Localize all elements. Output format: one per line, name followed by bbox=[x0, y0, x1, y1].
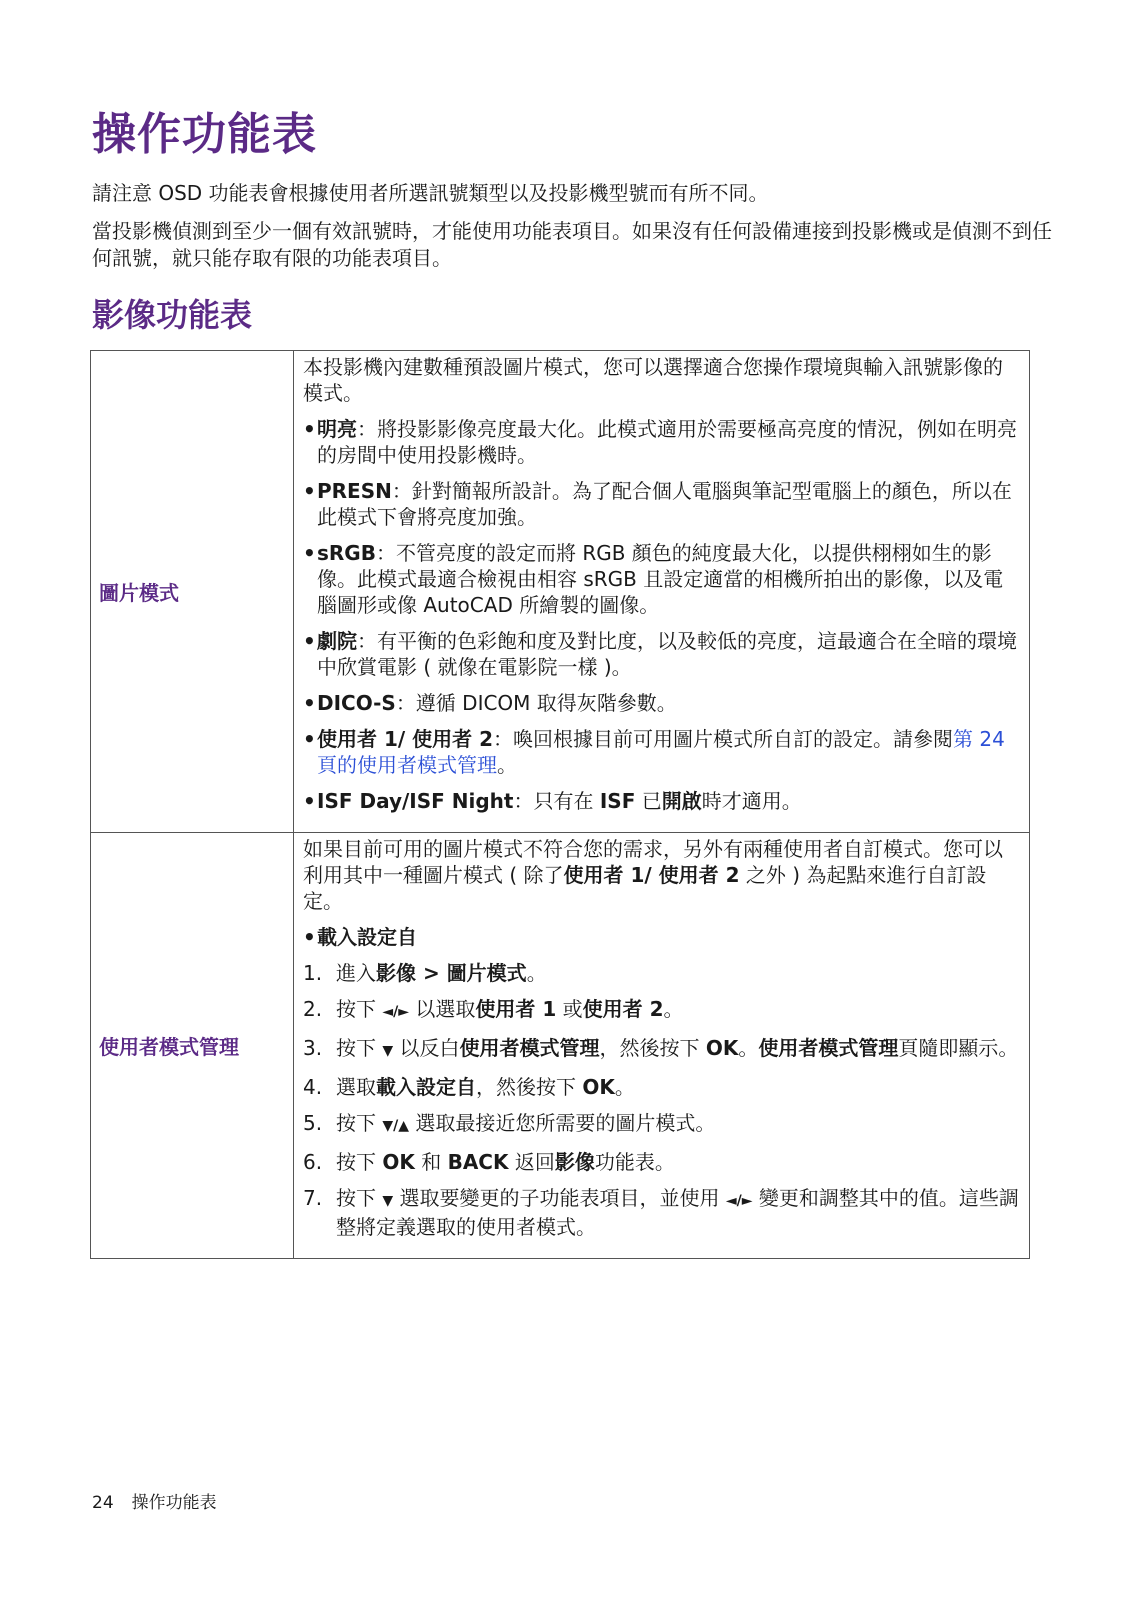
picture-mode-label-cell bbox=[91, 351, 294, 833]
page-footer bbox=[92, 1488, 217, 1513]
picture-menu-table bbox=[90, 350, 1030, 1259]
list-item: • 劇院：有平衡的色彩飽和度及對比度，以及較低的亮度，這最適合在全暗的環境中欣賞電影 ( 就像在電影院一樣 )。 bbox=[303, 628, 1019, 680]
list-item: • DICO-S：遵循 DICOM 取得灰階參數。 bbox=[303, 690, 1019, 716]
mode-name: sRGB bbox=[317, 541, 376, 565]
section-title: 影像功能表 bbox=[92, 296, 253, 334]
user-mode-label-cell bbox=[91, 833, 294, 1259]
user-mode-intro: 如果目前可用的圖片模式不符合您的需求，另外有兩種使用者自訂模式。您可以利用其中一種圖片模式 ( 除了使用者 1/ 使用者 2 之外 ) 為起點來進行自訂設定。 bbox=[303, 837, 1003, 913]
list-item: • sRGB：不管亮度的設定而將 RGB 顏色的純度最大化，以提供栩栩如生的影像。此模式最適合檢視由相容 sRGB 且設定適當的相機所拍出的影像，以及電腦圖形或像 AutoCAD 所繪製的圖像。 bbox=[303, 540, 1019, 618]
step-item: 3. 按下 ▼ 以反白使用者模式管理，然後按下 OK。使用者模式管理頁隨即顯示。 bbox=[303, 1036, 1019, 1060]
list-item: • PRESN：針對簡報所設計。為了配合個人電腦與筆記型電腦上的顏色，所以在此模式下會將亮度加強。 bbox=[303, 478, 1019, 530]
down-arrow-icon: ▼ bbox=[382, 1043, 394, 1059]
table-row bbox=[91, 833, 1030, 1259]
step-item: 5. 按下 ▼/▲ 選取最接近您所需要的圖片模式。 bbox=[303, 1111, 716, 1135]
list-item: • 使用者 1/ 使用者 2：喚回根據目前可用圖片模式所自訂的設定。請參閱第 24 頁的使用者模式管理。 bbox=[303, 726, 1019, 778]
step-item: 2. 按下 ◄/► 以選取使用者 1 或使用者 2。 bbox=[303, 997, 684, 1021]
mode-name: DICO-S bbox=[317, 691, 396, 715]
picture-mode-label: 圖片模式 bbox=[99, 581, 179, 605]
table-row bbox=[91, 351, 1030, 833]
user-mode-page-link[interactable]: 第 24 頁的使用者模式管理 bbox=[317, 727, 1005, 777]
page-title: 操作功能表 bbox=[92, 109, 317, 160]
picture-mode-content bbox=[294, 351, 1030, 833]
load-settings-heading: • 載入設定自 bbox=[303, 924, 1019, 950]
step-item: 7. 按下 ▼ 選取要變更的子功能表項目，並使用 ◄/► 變更和調整其中的值。這些調整將定義選取的使用者模式。 bbox=[303, 1186, 1019, 1239]
intro-text bbox=[92, 180, 1052, 283]
left-right-arrow-icon: ◄/► bbox=[382, 1004, 410, 1020]
step-item: 4. 選取載入設定自，然後按下 OK。 bbox=[303, 1075, 635, 1099]
mode-name: 使用者 1/ 使用者 2 bbox=[317, 727, 494, 751]
list-item: • 明亮：將投影影像亮度最大化。此模式適用於需要極高亮度的情況，例如在明亮的房間中使用投影機時。 bbox=[303, 416, 1019, 468]
user-mode-label: 使用者模式管理 bbox=[99, 1035, 239, 1059]
mode-name: ISF Day/ISF Night bbox=[317, 789, 514, 813]
page-number: 24 bbox=[92, 1493, 114, 1513]
picture-mode-intro: 本投影機內建數種預設圖片模式，您可以選擇適合您操作環境與輸入訊號影像的模式。 bbox=[303, 355, 1003, 405]
step-item: 6. 按下 OK 和 BACK 返回影像功能表。 bbox=[303, 1150, 675, 1174]
list-item: • ISF Day/ISF Night：只有在 ISF 已開啟時才適用。 bbox=[303, 788, 1019, 814]
intro-paragraph-osd: 請注意 OSD 功能表會根據使用者所選訊號類型以及投影機型號而有所不同。 bbox=[92, 181, 769, 205]
step-item: 1. 進入影像 > 圖片模式。 bbox=[303, 961, 547, 985]
down-arrow-icon: ▼ bbox=[382, 1193, 394, 1209]
mode-name: 劇院 bbox=[317, 629, 357, 653]
left-right-arrow-icon: ◄/► bbox=[725, 1193, 753, 1209]
mode-name: PRESN bbox=[317, 479, 392, 503]
user-mode-content bbox=[294, 833, 1030, 1259]
mode-name: 明亮 bbox=[317, 417, 357, 441]
footer-section: 操作功能表 bbox=[131, 1493, 217, 1513]
intro-paragraph-signal: 當投影機偵測到至少一個有效訊號時，才能使用功能表項目。如果沒有任何設備連接到投影機或是偵測不到任何訊號，就只能存取有限的功能表項目。 bbox=[92, 219, 1052, 270]
down-up-arrow-icon: ▼/▲ bbox=[382, 1118, 410, 1134]
